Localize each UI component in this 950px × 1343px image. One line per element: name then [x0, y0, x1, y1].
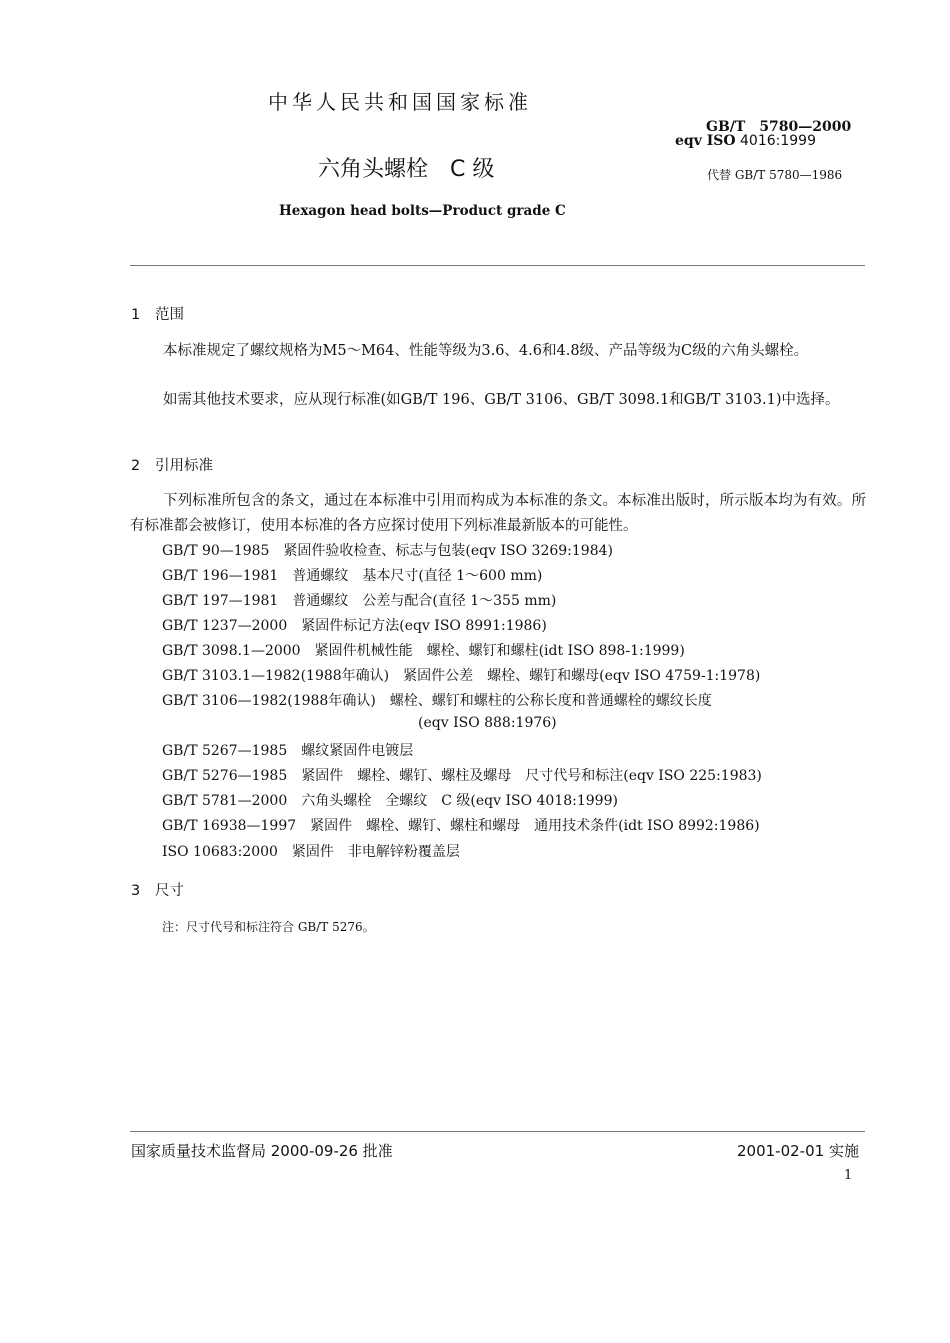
reference-item: GB/T 5276—1985 紧固件 螺栓、螺钉、螺柱及螺母 尺寸代号和标注(eqv ISO 225:1983) — [162, 768, 762, 784]
section-number: 2 — [131, 458, 141, 474]
standard-organization: 中华人民共和国国家标准 — [268, 90, 532, 114]
effective-date: 2001-02-01 实施 — [737, 1142, 859, 1160]
section-2-intro: 下列标准所包含的条文，通过在本标准中引用而构成为本标准的条文。本标准出版时，所示版本均为有效。所有标准都会被修订，使用本标准的各方应探讨使用下列标准最新版本的可能性。 — [130, 493, 866, 534]
replaces-standard: 代替 GB/T 5780—1986 — [707, 168, 843, 182]
section-title: 尺寸 — [155, 883, 184, 899]
section-1-heading — [131, 303, 184, 324]
section-3-note: 注：尺寸代号和标注符合 GB/T 5276。 — [162, 920, 375, 934]
header-divider — [130, 265, 865, 266]
reference-item: GB/T 16938—1997 紧固件 螺栓、螺钉、螺柱和螺母 通用技术条件(idt ISO 8992:1986) — [162, 818, 760, 834]
document-title-cn: 六角头螺栓 C 级 — [318, 157, 495, 182]
reference-item: GB/T 196—1981 普通螺纹 基本尺寸(直径 1～600 mm) — [162, 568, 543, 584]
section-number: 1 — [131, 307, 141, 323]
approval-date: 国家质量技术监督局 2000-09-26 批准 — [131, 1142, 393, 1160]
section-1-paragraph-1: 本标准规定了螺纹规格为M5～M64、性能等级为3.6、4.6和4.8级、产品等级为C级的六角头螺栓。 — [163, 343, 809, 359]
reference-item: GB/T 1237—2000 紧固件标记方法(eqv ISO 8991:1986) — [162, 618, 547, 634]
reference-item-continuation: (eqv ISO 888:1976) — [418, 715, 557, 731]
document-title-en: Hexagon head bolts—Product grade C — [279, 203, 566, 219]
reference-item: GB/T 5267—1985 螺纹紧固件电镀层 — [162, 743, 414, 759]
reference-item: GB/T 3098.1—2000 紧固件机械性能 螺栓、螺钉和螺柱(idt ISO 898-1:1999) — [162, 643, 685, 659]
footer-divider — [130, 1131, 865, 1132]
section-2-heading — [131, 454, 213, 475]
eqv-label: eqv ISO — [675, 133, 736, 149]
reference-item: GB/T 90—1985 紧固件验收检查、标志与包装(eqv ISO 3269:1984) — [162, 543, 613, 559]
reference-item: GB/T 3103.1—1982(1988年确认) 紧固件公差 螺栓、螺钉和螺母(eqv ISO 4759-1:1978) — [162, 668, 761, 684]
page-number: 1 — [844, 1168, 853, 1183]
equivalent-standard — [675, 133, 816, 149]
section-3-heading — [131, 879, 184, 900]
reference-item: GB/T 3106—1982(1988年确认) 螺栓、螺钉和螺柱的公称长度和普通螺栓的螺纹长度 — [162, 693, 712, 709]
section-title: 范围 — [155, 307, 184, 323]
standard-code: GB/T 5780—2000 — [706, 119, 852, 135]
section-1-paragraph-2: 如需其他技术要求，应从现行标准(如GB/T 196、GB/T 3106、GB/T 3098.1和GB/T 3103.1)中选择。 — [163, 392, 840, 408]
section-title: 引用标准 — [155, 458, 213, 474]
eqv-code: 4016:1999 — [740, 133, 816, 149]
section-number: 3 — [131, 883, 141, 899]
reference-item: GB/T 197—1981 普通螺纹 公差与配合(直径 1～355 mm) — [162, 593, 557, 609]
reference-item: ISO 10683:2000 紧固件 非电解锌粉覆盖层 — [162, 844, 460, 860]
reference-item: GB/T 5781—2000 六角头螺栓 全螺纹 C 级(eqv ISO 4018:1999) — [162, 793, 618, 809]
